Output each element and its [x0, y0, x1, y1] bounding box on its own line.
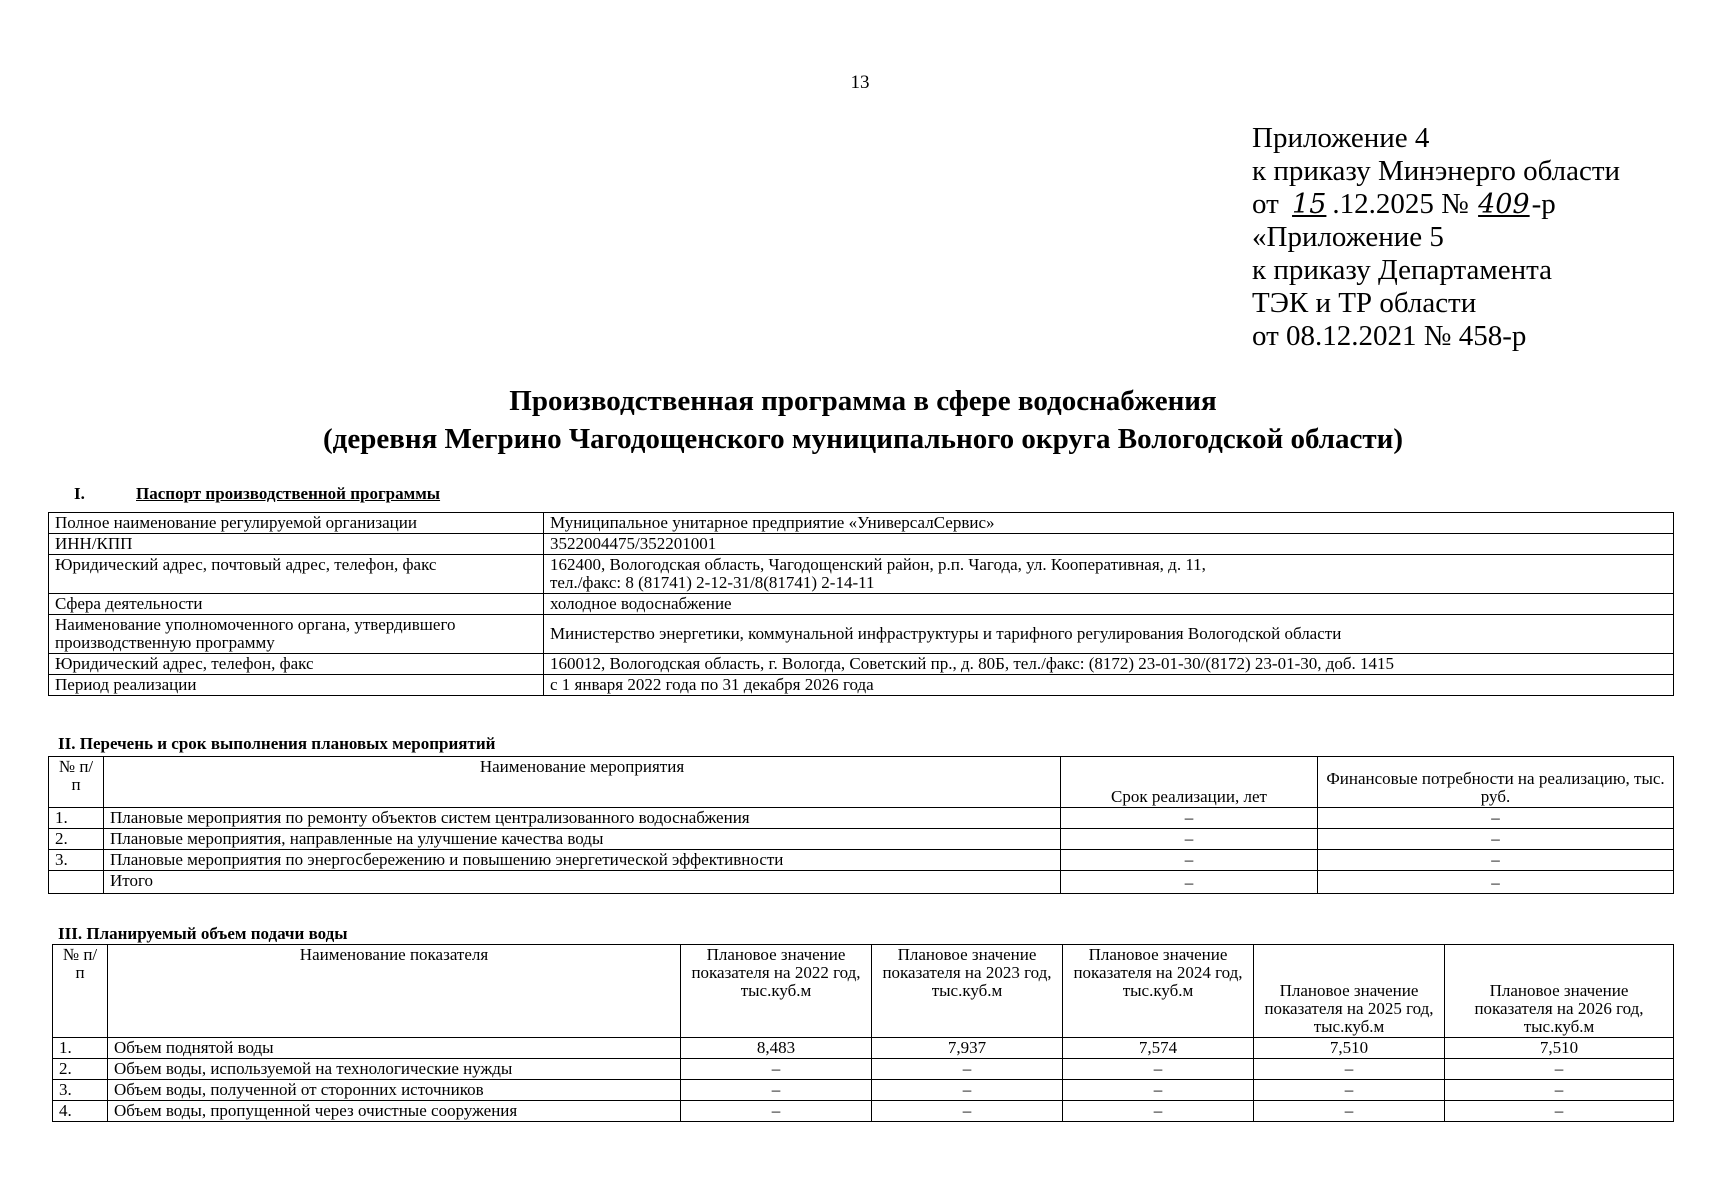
- value-2026: –: [1445, 1101, 1674, 1122]
- value-2022: –: [681, 1080, 872, 1101]
- row-term: –: [1061, 808, 1318, 829]
- header-name: Наименование показателя: [108, 945, 681, 1038]
- row-num: [49, 871, 104, 894]
- approval-line: от 08.12.2021 № 458-р: [1252, 320, 1527, 352]
- row-finance: –: [1318, 850, 1674, 871]
- header-year-2022: Плановое значение показателя на 2022 год, тыс.куб.м: [681, 945, 872, 1038]
- passport-table: [48, 512, 1674, 696]
- approval-line: ТЭК и ТР области: [1252, 287, 1477, 319]
- approval-line: к приказу Департамента: [1252, 254, 1553, 286]
- header-name: Наименование мероприятия: [104, 757, 1061, 808]
- table-row: [53, 1038, 1674, 1059]
- water-volume-table: [52, 944, 1674, 1122]
- order-suffix: -р: [1531, 188, 1556, 220]
- table-row: [53, 1059, 1674, 1080]
- passport-value: холодное водоснабжение: [544, 594, 1674, 615]
- row-name: Плановые мероприятия по ремонту объектов систем централизованного водоснабжения: [104, 808, 1061, 829]
- header-year-2024: Плановое значение показателя на 2024 год, тыс.куб.м: [1063, 945, 1254, 1038]
- handwritten-day: 15: [1292, 189, 1327, 220]
- passport-key: Полное наименование регулируемой организации: [49, 513, 544, 534]
- passport-key: Наименование уполномоченного органа, утвердившего производственную программу: [49, 615, 544, 654]
- value-2024: –: [1063, 1059, 1254, 1080]
- value-2023: –: [872, 1059, 1063, 1080]
- header-finance: Финансовые потребности на реализацию, тыс. руб.: [1318, 757, 1674, 808]
- value-2026: –: [1445, 1059, 1674, 1080]
- document-title: Производственная программа в сфере водоснабжения: [509, 385, 1217, 417]
- table-row: [49, 675, 1674, 696]
- measures-table: [48, 756, 1674, 894]
- header-term: Срок реализации, лет: [1061, 757, 1318, 808]
- section1-number: I.: [74, 484, 85, 503]
- value-2026: 7,510: [1445, 1038, 1674, 1059]
- section3-title: III. Планируемый объем подачи воды: [58, 924, 348, 943]
- row-finance: –: [1318, 871, 1674, 894]
- value-2025: –: [1254, 1080, 1445, 1101]
- table-row: [53, 1080, 1674, 1101]
- table-row: [49, 534, 1674, 555]
- header-year-2026: Плановое значение показателя на 2026 год, тыс.куб.м: [1445, 945, 1674, 1038]
- value-2024: –: [1063, 1080, 1254, 1101]
- row-name: Объем воды, пропущенной через очистные сооружения: [108, 1101, 681, 1122]
- value-2022: –: [681, 1059, 872, 1080]
- date-prefix: от: [1252, 188, 1279, 220]
- date-rest: .12.2025 №: [1332, 188, 1469, 220]
- row-finance: –: [1318, 808, 1674, 829]
- table-row: [49, 555, 1674, 594]
- table-row: [49, 615, 1674, 654]
- value-2023: –: [872, 1101, 1063, 1122]
- row-term: –: [1061, 871, 1318, 894]
- passport-key: Юридический адрес, почтовый адрес, телефон, факс: [49, 555, 544, 594]
- table-row: [49, 513, 1674, 534]
- passport-key: Период реализации: [49, 675, 544, 696]
- passport-key: Сфера деятельности: [49, 594, 544, 615]
- row-num: 3.: [53, 1080, 108, 1101]
- approval-line: «Приложение 5: [1252, 221, 1444, 253]
- section1-heading: Паспорт производственной программы: [136, 484, 441, 503]
- row-name: Плановые мероприятия по энергосбережению и повышению энергетической эффективности: [104, 850, 1061, 871]
- table-row: [49, 829, 1674, 850]
- row-num: 4.: [53, 1101, 108, 1122]
- row-term: –: [1061, 850, 1318, 871]
- row-num: 3.: [49, 850, 104, 871]
- row-num: 1.: [53, 1038, 108, 1059]
- row-num: 2.: [49, 829, 104, 850]
- value-2024: 7,574: [1063, 1038, 1254, 1059]
- value-2022: 8,483: [681, 1038, 872, 1059]
- value-2023: –: [872, 1080, 1063, 1101]
- value-2025: –: [1254, 1101, 1445, 1122]
- table-row: [49, 850, 1674, 871]
- passport-value-cell: [544, 555, 1674, 594]
- value-2024: –: [1063, 1101, 1254, 1122]
- header-num: № п/п: [49, 757, 104, 808]
- value-2026: –: [1445, 1080, 1674, 1101]
- passport-value-line2: тел./факс: 8 (81741) 2-12-31/8(81741) 2-14-11: [550, 573, 875, 592]
- passport-value: с 1 января 2022 года по 31 декабря 2026 года: [544, 675, 1674, 696]
- passport-value: Министерство энергетики, коммунальной инфраструктуры и тарифного регулирования Вологодской области: [544, 615, 1674, 654]
- section1-title: [74, 484, 440, 504]
- row-name: Объем поднятой воды: [108, 1038, 681, 1059]
- section2-title: II. Перечень и срок выполнения плановых мероприятий: [58, 734, 496, 753]
- header-year-2023: Плановое значение показателя на 2023 год, тыс.куб.м: [872, 945, 1063, 1038]
- header-year-2025: Плановое значение показателя на 2025 год, тыс.куб.м: [1254, 945, 1445, 1038]
- passport-value: 3522004475/352201001: [544, 534, 1674, 555]
- row-finance: –: [1318, 829, 1674, 850]
- row-name: Итого: [104, 871, 1061, 894]
- row-name: Объем воды, используемой на технологические нужды: [108, 1059, 681, 1080]
- table-header-row: [53, 945, 1674, 1038]
- value-2023: 7,937: [872, 1038, 1063, 1059]
- row-name: Плановые мероприятия, направленные на улучшение качества воды: [104, 829, 1061, 850]
- passport-value: Муниципальное унитарное предприятие «УниверсалСервис»: [544, 513, 1674, 534]
- handwritten-order-number: 409: [1478, 189, 1530, 220]
- value-2025: 7,510: [1254, 1038, 1445, 1059]
- passport-key: ИНН/КПП: [49, 534, 544, 555]
- row-num: 2.: [53, 1059, 108, 1080]
- header-num: № п/п: [53, 945, 108, 1038]
- approval-date-line: [1252, 188, 1620, 221]
- value-2025: –: [1254, 1059, 1445, 1080]
- row-num: 1.: [49, 808, 104, 829]
- page-number: 13: [850, 72, 870, 93]
- value-2022: –: [681, 1101, 872, 1122]
- table-row: [49, 808, 1674, 829]
- passport-value: 160012, Вологодская область, г. Вологда, Советский пр., д. 80Б, тел./факс: (8172) 23-01-30/(8172) 23-01-30, доб. 1415: [544, 654, 1674, 675]
- table-row: [49, 594, 1674, 615]
- passport-value: 162400, Вологодская область, Чагодощенский район, р.п. Чагода, ул. Кооперативная, д. 11,: [550, 555, 1206, 574]
- table-row-total: [49, 871, 1674, 894]
- row-name: Объем воды, полученной от сторонних источников: [108, 1080, 681, 1101]
- table-header-row: [49, 757, 1674, 808]
- approval-line: Приложение 4: [1252, 122, 1430, 154]
- table-row: [53, 1101, 1674, 1122]
- passport-key: Юридический адрес, телефон, факс: [49, 654, 544, 675]
- approval-block: [1252, 122, 1620, 353]
- approval-line: к приказу Минэнерго области: [1252, 155, 1621, 187]
- document-subtitle: (деревня Мегрино Чагодощенского муниципального округа Вологодской области): [323, 423, 1403, 455]
- row-term: –: [1061, 829, 1318, 850]
- table-row: [49, 654, 1674, 675]
